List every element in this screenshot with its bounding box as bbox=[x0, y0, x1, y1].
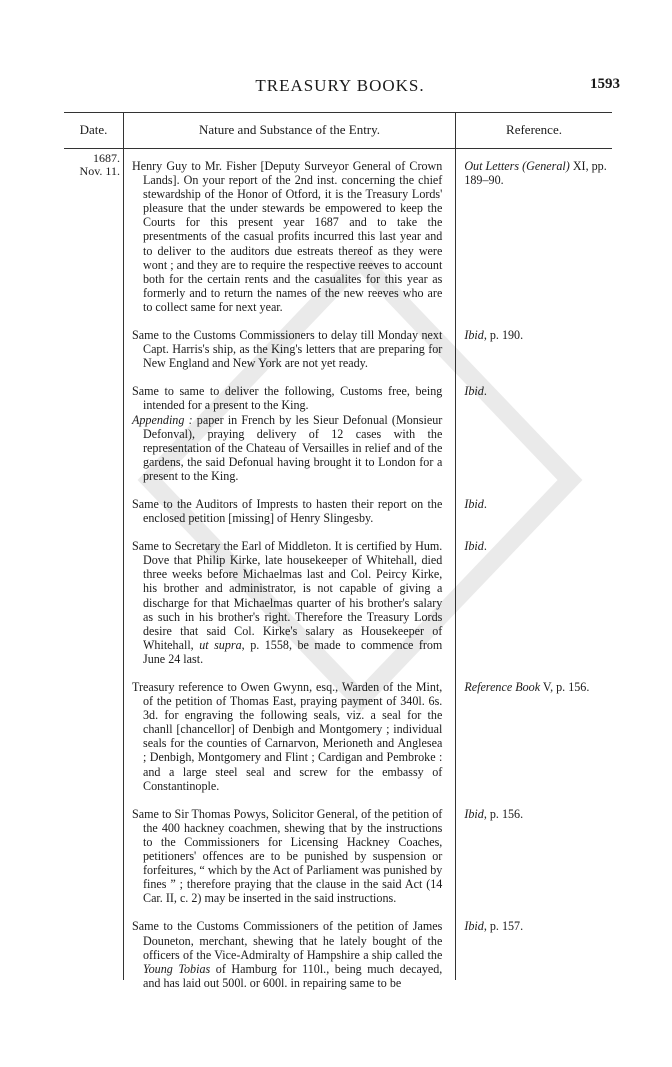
entry-reference: Ibid. bbox=[464, 496, 487, 511]
entry bbox=[124, 384, 612, 483]
date-cell bbox=[68, 152, 120, 178]
page-number: 1593 bbox=[590, 76, 620, 92]
entry-reference: Ibid, p. 157. bbox=[464, 919, 524, 934]
entry bbox=[124, 497, 612, 525]
entry-text: Same to the Customs Commissioners of the petition of James Douneton, merchant, shewing that he lately bought of the officers of the Vice-Admiralty of Hampshire a ship called the Young Tobias of Hamburg for 110l., being much decayed, and has laid out 500l. or 600l. in repairing same to be bbox=[132, 919, 443, 990]
date-day: Nov. 11. bbox=[79, 164, 120, 178]
entry bbox=[124, 539, 612, 666]
running-head bbox=[60, 76, 620, 98]
running-title: TREASURY BOOKS. bbox=[255, 76, 425, 95]
entry-reference: Ibid, p. 156. bbox=[464, 806, 524, 821]
entry bbox=[124, 328, 612, 370]
table-header-rule bbox=[64, 148, 612, 149]
entry-text: Same to Secretary the Earl of Middleton. It is certified by Hum. Dove that Philip Kirke, late housekeeper of Whitehall, died three weeks before Michaelmas last and Col. Peircy Kirke, his brother and administrator, is not capable of giving a discharge for that Michaelmas quarter of his brother's salary as such in his brother's right. Therefore the Treasury Lords desire that said Col. Kirke's salary as Housekeeper of Whitehall, ut supra, p. 1558, be made to commence from June 24 last. bbox=[132, 539, 443, 666]
column-header-nature: Nature and Substance of the Entry. bbox=[198, 122, 381, 137]
entry-reference: Reference Book V, p. 156. bbox=[464, 680, 590, 694]
table-top-rule bbox=[64, 112, 612, 113]
entry-reference: Ibid. bbox=[464, 384, 487, 399]
entry-text: Same to same to deliver the following, Customs free, being intended for a present to the King. Appending : paper in French by les Sieur Defonual (Monsieur Defonval), praying delivery of 12 cases with the representation of the Chateau of Versailles in relief and of the gardens, the said Defonual having brought it to London for a present to the King. bbox=[132, 384, 443, 483]
entry bbox=[124, 919, 612, 989]
entry-text: Henry Guy to Mr. Fisher [Deputy Surveyor General of Crown Lands]. On your report of the 2nd inst. concerning the chief stewardship of the Honor of Otford, it is the Treasury Lords' pleasure that the under stewards be empowered to keep the Courts for this present year 1687 and to take the presentments of the casual profits incurred this last year and to deliver to the auditors due estreats thereof as they were wont ; and they are to require the respective reeves to account both for the certain rents and the casualites for this year as formerly and to return the names of the new reeves who are to collect same for next year. bbox=[132, 159, 443, 314]
entry-reference: Ibid. bbox=[464, 539, 487, 554]
entry-text: Same to the Customs Commissioners to delay till Monday next Capt. Harris's ship, as the King's letters that are preparing for New England and New York are not yet ready. bbox=[132, 328, 443, 371]
entry bbox=[124, 159, 612, 314]
entry-text: Same to Sir Thomas Powys, Solicitor General, of the petition of the 400 hackney coachmen, shewing that by the instructions to the Commissioners for Licensing Hackney Coaches, petitioners' offences are to be punished by suspension or forfeitures, “ which by the Act of Parliament was punished by fines ” ; therefore praying that the clause in the said Act (14 Car. II, c. 2) may be inserted in the said instructions. bbox=[132, 806, 443, 906]
column-header-date: Date. bbox=[79, 122, 108, 137]
date-year: 1687. bbox=[93, 151, 120, 165]
entry bbox=[124, 807, 612, 906]
entry-reference: Out Letters (General) XI, pp. 189–90. bbox=[464, 159, 607, 188]
entry-text: Same to the Auditors of Imprests to hasten their report on the enclosed petition [missing] of Henry Slingesby. bbox=[132, 496, 443, 526]
entry bbox=[124, 680, 612, 793]
entries-list bbox=[124, 159, 612, 1004]
appending-label: Appending : bbox=[132, 412, 193, 427]
entry-reference: Ibid, p. 190. bbox=[464, 328, 524, 343]
column-header-reference: Reference. bbox=[506, 122, 562, 137]
entry-text: Treasury reference to Owen Gwynn, esq., Warden of the Mint, of the petition of Thomas East, praying payment of 340l. 6s. 3d. for engraving the following seals, viz. a seal for the chanll [chancellor] of Denbigh and Montgomery ; individual seals for the counties of Carnarvon, Merioneth and Anglesea ; Denbigh, Montgomery and Flint ; Cardigan and Pembroke : and a large steel seal and screw for the embassy of Constantinople. bbox=[132, 680, 443, 793]
